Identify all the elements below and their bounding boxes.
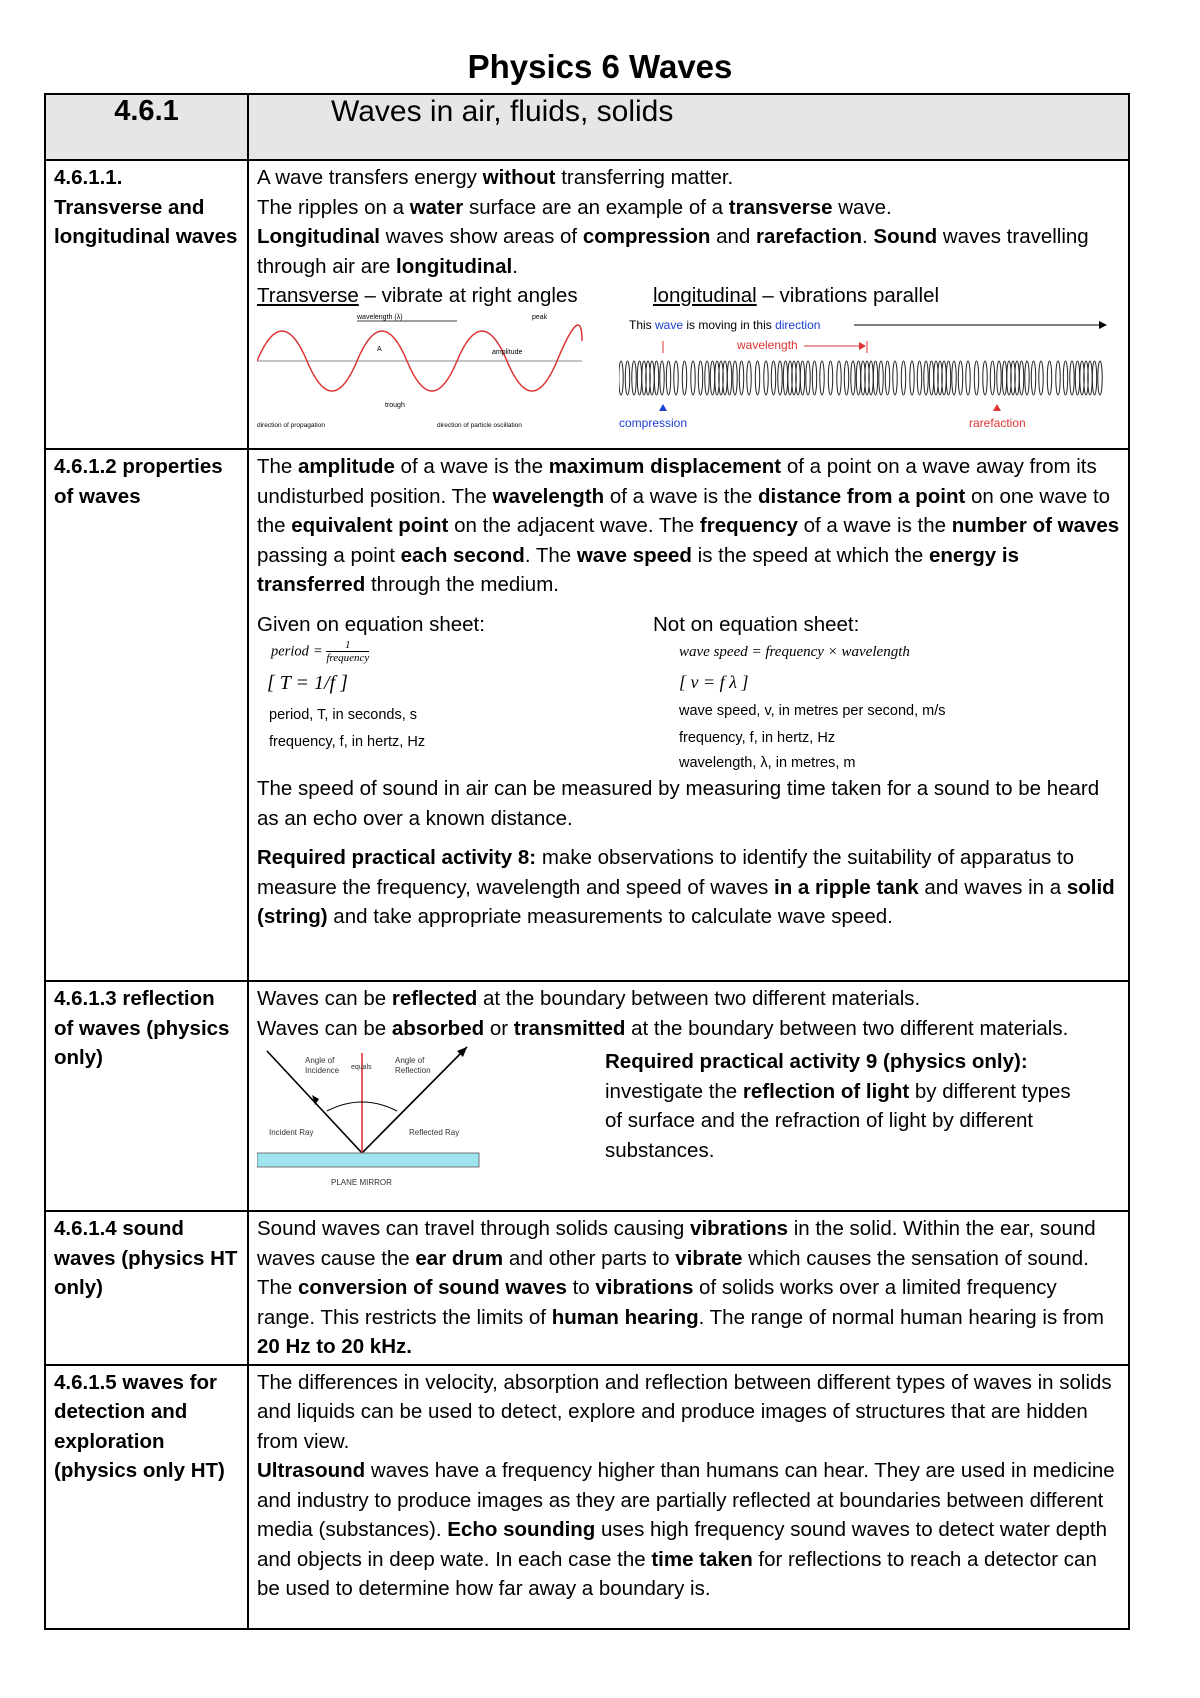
coil [885,361,889,395]
row-label-code: 4.6.1.1. [54,166,123,189]
coil [893,361,897,395]
wave-speed-symbol-eq: [ v = f λ ] [679,672,749,692]
coil [983,361,987,395]
coil [946,361,950,395]
coil [1025,361,1029,395]
coil [771,361,775,395]
period-var: period, T, in seconds, s [269,707,418,723]
text-line: Waves can be reflected at the boundary between two different materials. [257,987,921,1010]
wavelength-var: wavelength, λ, in metres, m [679,755,856,771]
coil [710,361,714,395]
coil [739,361,743,395]
reflection-diagram [257,1043,487,1193]
given-equations [257,610,653,775]
coil [727,361,731,395]
text-line: Waves can be absorbed or transmitted at the boundary between two different materials. [257,1016,1069,1040]
coil [674,361,678,395]
coil [705,361,709,395]
coil [851,361,855,395]
page-title: Physics 6 Waves [467,48,733,85]
amplitude-label: amplitude [492,348,523,356]
coil [660,361,664,395]
row-label-text: Transverse and longitudinal waves [54,195,238,248]
row-content [248,449,1129,981]
wave-speed-var: wave speed, v, in metres per second, m/s [679,703,946,719]
coil [783,361,787,395]
equations-block [257,610,1120,775]
coil [910,361,914,395]
not-given-heading: Not on equation sheet: [653,612,860,636]
direction-text: This wave is moving in this direction [629,317,821,332]
incident-label: Incident Ray [269,1128,314,1137]
coil [1098,361,1102,395]
transverse-label: Transverse – vibrate at right angles [257,284,578,307]
text-line: A wave transfers energy without transferring matter. [257,166,734,189]
coil [1047,361,1051,395]
spec-table [44,93,1130,1630]
coil [747,361,751,395]
coil [879,361,883,395]
coil [1031,361,1035,395]
rarefaction-label: rarefaction [969,415,1026,430]
wavelength-label: wavelength (λ) [357,313,403,321]
coil [691,361,695,395]
aor-label: Reflection [395,1066,431,1075]
frequency-var: frequency, f, in hertz, Hz [679,730,836,746]
coil [778,361,782,395]
coil [1002,361,1006,395]
coil [1075,361,1079,395]
fraction-num: 1 [345,639,351,651]
coil [625,361,629,395]
wave-diagrams [257,311,1120,431]
coil [958,361,962,395]
oscillation-label: direction of particle oscillation [437,421,522,429]
wave-type-labels [257,281,1120,311]
practical-8: Required practical activity 8: make observations to identify the suitability of apparatus to measure the frequency, wavelength and speed of waves in a ripple tank and waves in a solid (string) and take appropriate measurements to calculate wave speed. [257,846,1115,928]
trough-label: trough [385,401,405,409]
given-heading: Given on equation sheet: [257,612,485,636]
aoi-label: Angle of [305,1056,335,1065]
period-symbol-eq: [ T = 1/f ] [267,672,348,694]
text-line: Longitudinal waves show areas of compression and rarefaction. Sound waves travelling through air are longitudinal. [257,225,1089,278]
aor-label: Angle of [395,1056,425,1065]
row-detection-exploration [45,1365,1129,1629]
coil [682,361,686,395]
paragraph: Sound waves can travel through solids causing vibrations in the solid. Within the ear, sound waves cause the ear drum and other parts to vibrate which causes the sensation of sound. The conversion of sound waves to vibrations of solids works over a limited frequency range. This restricts the limits of human hearing. The range of normal human hearing is from 20 Hz to 20 kHz. [257,1217,1104,1358]
coil [901,361,905,395]
compression-label: compression [619,415,688,430]
coil [654,361,658,395]
row-label [45,160,248,449]
wave-speed-equation [653,639,946,774]
longitudinal-coils [619,361,1102,395]
propagation-label: direction of propagation [257,421,325,429]
coil [1039,361,1043,395]
row-label: 4.6.1.4 sound waves (physics HT only) [45,1211,248,1365]
paragraph: The amplitude of a wave is the maximum displacement of a point on a wave away from its undisturbed position. The wavelength of a wave is the distance from a point on one wave to the equivalent point on the adjacent wave. The frequency of a wave is the number of waves passing a point each second. The wave speed is the speed at which the energy is transferred through the medium. [257,455,1120,596]
row-sound-waves [45,1211,1129,1365]
wavelength-label: wavelength [737,337,798,352]
peak-label: peak [532,313,548,321]
coil [812,361,816,395]
longitudinal-wave-diagram [619,311,1109,431]
coil [966,361,970,395]
row-content [248,1365,1129,1629]
coil [619,361,623,395]
wave-speed-word-eq: wave speed = frequency × wavelength [679,644,910,660]
coil [856,361,860,395]
coil [990,361,994,395]
aoi-label: Incidence [305,1066,340,1075]
coil [733,361,737,395]
coil [844,361,848,395]
row-content [248,1211,1129,1365]
period-equation: period = 1 frequency [ T = 1/f ] period, T, in seconds, s frequency, f, in hertz, Hz [257,639,653,756]
paragraph: The differences in velocity, absorption and reflection between different types of waves in solids and liquids can be used to detect, explore and produce images of structures that are hidden from view. [257,1370,1112,1453]
coil [1056,361,1060,395]
paragraph: The speed of sound in air can be measured by measuring time taken for a sound to be heard as an echo over a known distance. [257,777,1100,830]
coil [755,361,759,395]
row-content [248,981,1129,1211]
coil [666,361,670,395]
row-label: 4.6.1.3 reflection of waves (physics only) [45,981,248,1211]
coil [800,361,804,395]
coil [828,361,832,395]
coil [924,361,928,395]
coil [1092,361,1096,395]
fraction-den: frequency [326,652,370,664]
coil [837,361,841,395]
row-properties [45,449,1129,981]
practical-9: Required practical activity 9 (physics only): investigate the reflection of light by different types of surface and the refraction of light by different substances. [605,1050,1071,1162]
coil [806,361,810,395]
period-word: period [271,643,309,660]
coil [632,361,636,395]
coil [952,361,956,395]
row-content [248,160,1129,449]
reflected-label: Reflected Ray [409,1128,460,1137]
header-row [45,94,1129,160]
text-line: The ripples on a water surface are an example of a transverse wave. [257,195,892,219]
frequency-var: frequency, f, in hertz, Hz [269,734,426,750]
coil [929,361,933,395]
row-transverse-longitudinal [45,160,1129,449]
coil [764,361,768,395]
coil [974,361,978,395]
mirror-label: PLANE MIRROR [331,1178,392,1187]
longitudinal-label: longitudinal – vibrations parallel [653,284,940,307]
coil [820,361,824,395]
header-code: 4.6.1 [45,94,248,160]
not-given-equations [653,610,946,775]
paragraph: Ultrasound waves have a frequency higher than humans can hear. They are used in medicine and industry to produce images as they are partially reflected at boundaries between different media (substances). Echo sounding uses high frequency sound waves to detect water depth and objects in deep wate. In each case the time taken for reflections to reach a detector can be used to determine how far away a boundary is. [257,1459,1115,1600]
row-label: 4.6.1.5 waves for detection and exploration (physics only HT) [45,1365,248,1629]
coil [997,361,1001,395]
row-label: 4.6.1.2 properties of waves [45,449,248,981]
coil [873,361,877,395]
a-label: A [377,345,382,353]
coil [637,361,641,395]
coil [1070,361,1074,395]
header-title: Waves in air, fluids, solids [248,94,1129,160]
coil [698,361,702,395]
row-reflection [45,981,1129,1211]
reflection-block [257,1043,1120,1193]
coil [1019,361,1023,395]
transverse-wave-diagram [257,311,587,431]
equals-label: equals [351,1064,372,1071]
coil [917,361,921,395]
coil [1063,361,1067,395]
